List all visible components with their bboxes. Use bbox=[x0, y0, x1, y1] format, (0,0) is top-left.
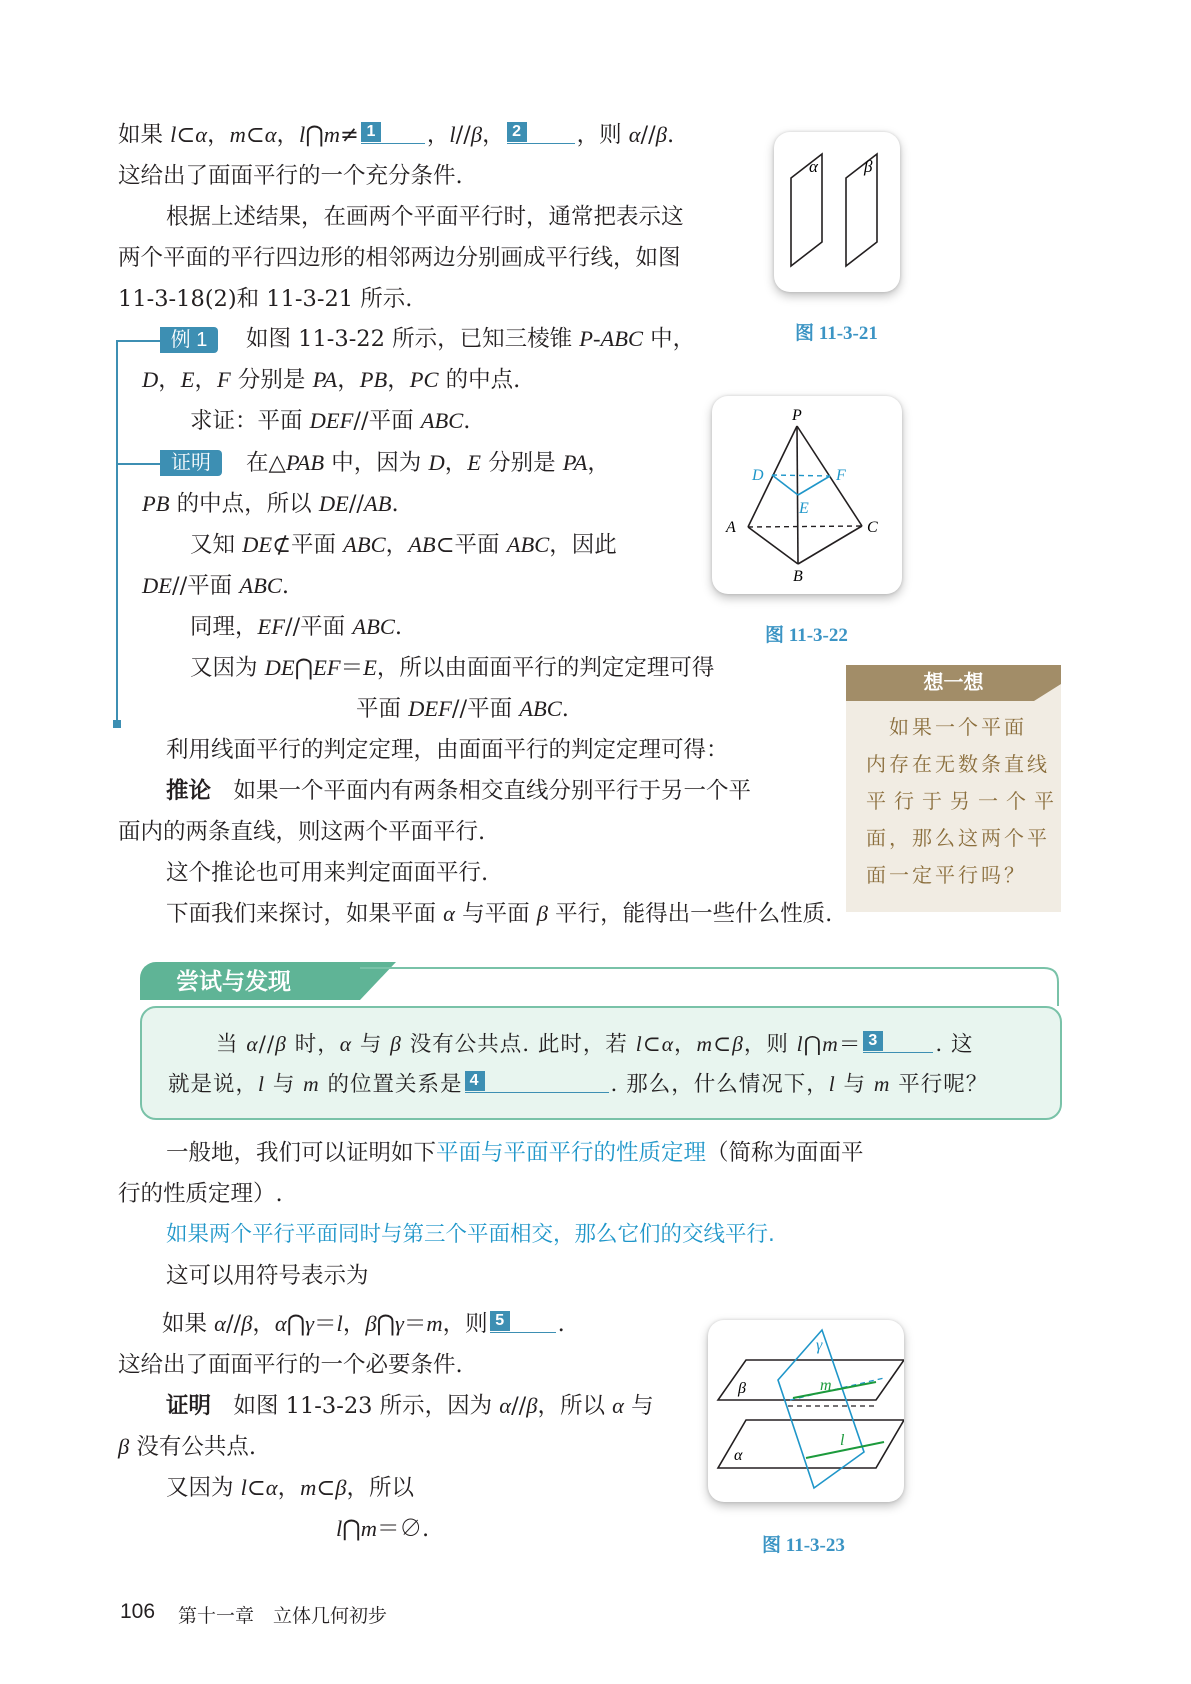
text-line: 当 α//β 时，α 与 β 没有公共点. 此时，若 l⊂α，m⊂β，则 l⋂m＝ 3 . 这 bbox=[216, 1032, 974, 1057]
text-line: 这给出了面面平行的一个必要条件. bbox=[118, 1352, 463, 1378]
think-line: 内存在无数条直线 bbox=[866, 752, 1050, 776]
text-line: 如果 l⊂α，m⊂α，l⋂m≠ 1 ，l//β， 2 ，则 α//β. bbox=[118, 122, 675, 148]
gamma-label: γ bbox=[816, 1337, 823, 1354]
point-f-label: F bbox=[836, 467, 846, 484]
text-line: 在△PAB 中，因为 D，E 分别是 PA， bbox=[246, 450, 610, 476]
text-line: 根据上述结果，在画两个平面平行时，通常把表示这 bbox=[166, 204, 684, 230]
figure-caption: 图 11-3-21 bbox=[795, 323, 878, 344]
point-e-label: E bbox=[799, 500, 809, 517]
text-line: 又因为 l⊂α，m⊂β，所以 bbox=[166, 1475, 414, 1501]
explore-box-top-border bbox=[360, 966, 1060, 1006]
beta-label: β bbox=[738, 1380, 746, 1397]
example-tag: 例 1 bbox=[160, 327, 218, 353]
text-line: 求证：平面 DEF//平面 ABC. bbox=[190, 408, 471, 434]
vertex-a-label: A bbox=[726, 519, 736, 536]
point-d-label: D bbox=[752, 467, 764, 484]
example-bracket-tick bbox=[116, 463, 160, 465]
think-line: 面一定平行吗？ bbox=[866, 863, 1027, 887]
theorem-name: 平面与平面平行的性质定理 bbox=[436, 1140, 707, 1166]
parallel-planes-diagram bbox=[774, 132, 900, 292]
answer-blank[interactable] bbox=[465, 1070, 609, 1093]
vertex-c-label: C bbox=[867, 519, 878, 536]
alpha-label: α bbox=[809, 157, 818, 176]
figure-11-3-21 bbox=[774, 132, 900, 292]
think-line: 面，那么这两个平 bbox=[866, 826, 1050, 850]
figure-caption: 图 11-3-22 bbox=[765, 625, 848, 646]
text-line: 下面我们来探讨，如果平面 α 与平面 β 平行，能得出一些什么性质. bbox=[166, 901, 833, 927]
text-line: 证明 如图 11-3-23 所示，因为 α//β，所以 α 与 bbox=[166, 1393, 654, 1419]
alpha-label: α bbox=[734, 1447, 743, 1464]
think-line: 平行于另一个平 bbox=[866, 789, 1062, 813]
answer-blank[interactable] bbox=[507, 121, 575, 144]
triangular-pyramid-diagram bbox=[712, 396, 902, 594]
text-line: 行的性质定理）. bbox=[118, 1181, 283, 1207]
figure-caption: 图 11-3-23 bbox=[762, 1535, 845, 1556]
think-line: 如果一个平面 bbox=[866, 715, 1027, 739]
text-line: 这给出了面面平行的一个充分条件. bbox=[118, 163, 463, 189]
answer-blank[interactable] bbox=[863, 1030, 933, 1053]
text-line: 面内的两条直线，则这两个平面平行. bbox=[118, 819, 486, 845]
theorem-statement: 如果两个平行平面同时与第三个平面相交，那么它们的交线平行. bbox=[166, 1222, 775, 1247]
example-bracket bbox=[116, 340, 118, 723]
answer-blank[interactable] bbox=[361, 121, 425, 144]
text-line: 又知 DE⊄平面 ABC，AB⊂平面 ABC，因此 bbox=[190, 532, 617, 558]
example-bracket-tick bbox=[116, 340, 160, 342]
line-l-label: l bbox=[840, 1432, 845, 1449]
intersecting-planes-diagram bbox=[708, 1320, 904, 1502]
example-bracket-end bbox=[113, 720, 121, 728]
figure-11-3-23 bbox=[708, 1320, 904, 1502]
figure-11-3-22 bbox=[712, 396, 902, 594]
text-line: 平面 DEF//平面 ABC. bbox=[356, 696, 569, 722]
beta-label: β bbox=[864, 157, 873, 176]
text-line: DE//平面 ABC. bbox=[142, 573, 289, 599]
text-line: 一般地，我们可以证明如下平面与平面平行的性质定理（简称为面面平 bbox=[166, 1140, 864, 1166]
text-line: PB 的中点，所以 DE//AB. bbox=[142, 491, 399, 517]
text-line: 如图 11-3-22 所示，已知三棱锥 P-ABC 中， bbox=[246, 326, 696, 352]
text-line: 利用线面平行的判定定理，由面面平行的判定定理可得： bbox=[166, 737, 729, 763]
text-line: 两个平面的平行四边形的相邻两边分别画成平行线，如图 bbox=[118, 245, 681, 271]
explore-box-title: 尝试与发现 bbox=[140, 962, 360, 1000]
text-line: 这个推论也可用来判定面面平行. bbox=[166, 860, 489, 886]
text-line: l⋂m＝∅. bbox=[336, 1516, 430, 1542]
text-line: D，E，F 分别是 PA，PB，PC 的中点. bbox=[142, 367, 521, 393]
text-line: 这可以用符号表示为 bbox=[166, 1263, 369, 1289]
text-line: 如果 α//β，α⋂γ＝l，β⋂γ＝m，则 5 . bbox=[162, 1311, 565, 1337]
text-line: 又因为 DE⋂EF＝E，所以由面面平行的判定定理可得 bbox=[190, 655, 715, 681]
blank-number: 3 bbox=[863, 1031, 883, 1051]
think-box-corner bbox=[1034, 684, 1061, 701]
vertex-p-label: P bbox=[792, 407, 802, 424]
line-m-label: m bbox=[820, 1377, 832, 1394]
explore-box bbox=[140, 1006, 1062, 1120]
vertex-b-label: B bbox=[793, 568, 803, 585]
proof-tag: 证明 bbox=[160, 450, 222, 476]
text-line: 11-3-18(2)和 11-3-21 所示. bbox=[118, 286, 413, 312]
blank-number: 4 bbox=[465, 1071, 485, 1091]
text-line: 同理，EF//平面 ABC. bbox=[190, 614, 402, 640]
text-line: 就是说，l 与 m 的位置关系是 4 . 那么，什么情况下，l 与 m 平行呢？ bbox=[168, 1072, 989, 1097]
text-line: 推论 如果一个平面内有两条相交直线分别平行于另一个平 bbox=[166, 778, 752, 804]
answer-blank[interactable] bbox=[490, 1310, 556, 1333]
page-number: 106 bbox=[120, 1600, 156, 1623]
text-line: β 没有公共点. bbox=[118, 1434, 257, 1460]
chapter-title: 第十一章 立体几何初步 bbox=[178, 1605, 388, 1627]
blank-number: 5 bbox=[490, 1311, 510, 1331]
blank-number: 1 bbox=[361, 122, 381, 142]
blank-number: 2 bbox=[507, 122, 527, 142]
think-box-title: 想一想 bbox=[846, 665, 1061, 701]
